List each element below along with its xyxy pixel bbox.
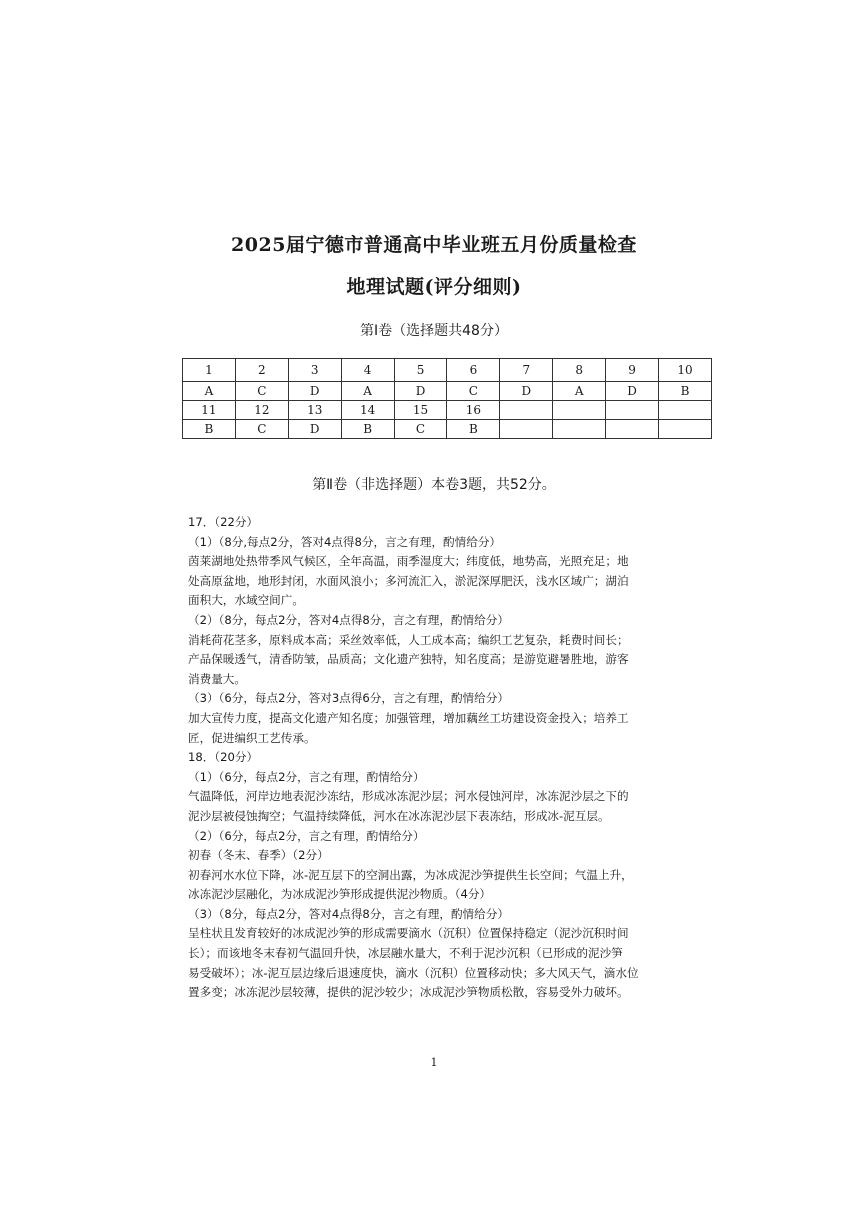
text-line: 消费量大。 (188, 671, 246, 686)
question-number: 6 (447, 359, 500, 382)
question-number: 8 (553, 359, 606, 382)
question-number: 7 (500, 359, 553, 382)
text-line: 初春（冬末、春季）（2分） (188, 848, 329, 863)
answer-cell: A (341, 382, 394, 401)
answer-cell: B (341, 420, 394, 439)
text-line: 易受破坏）；冰-泥互层边缘后退速度快，滴水（沉积）位置移动快；多大风天气，滴水位 (188, 965, 639, 980)
text-line: 长）；而该地冬末春初气温回升快，冰层融水量大，不利于泥沙沉积（已形成的泥沙笋 (188, 946, 623, 961)
answer-table-row (183, 359, 712, 382)
text-line: 加大宣传力度，提高文化遗产知名度；加强管理，增加藕丝工坊建设资金投入；培养工 (188, 710, 629, 725)
question-number: 13 (288, 401, 341, 420)
question-number: 5 (394, 359, 447, 382)
answer-cell: B (447, 420, 500, 439)
text-line: （2）（8分，每点2分，答对4点得8分，言之有理，酌情给分） (188, 612, 509, 627)
text-line: 17．（22分） (188, 515, 259, 529)
text-line: 处高原盆地，地形封闭，水面风浪小；多河流汇入，淤泥深厚肥沃，浅水区域广；湖泊 (188, 573, 629, 588)
answer-cell: C (447, 382, 500, 401)
question-number: 2 (235, 359, 288, 382)
text-line: 18．（20分） (188, 750, 259, 765)
text-line: 泥沙层被侵蚀掏空；气温持续降低，河水在冰冻泥沙层下表冻结，形成冰-泥互层。 (188, 808, 610, 823)
page-number: 1 (430, 1056, 438, 1069)
answer-cell: B (659, 382, 712, 401)
question-number (606, 401, 659, 420)
text-line: 产品保暖透气，清香防皱，品质高；文化遗产独特，知名度高；是游览避暑胜地，游客 (188, 652, 629, 667)
answer-cell: D (288, 382, 341, 401)
section2-heading: 第Ⅱ卷（非选择题）本卷3题，共52分。 (312, 477, 556, 493)
answer-cell: C (394, 420, 447, 439)
answer-cell: D (394, 382, 447, 401)
question-number: 15 (394, 401, 447, 420)
answer-cell: A (553, 382, 606, 401)
answer-cell (553, 420, 606, 439)
text-line: 置多变；冰冻泥沙层较薄，提供的泥沙较少；冰成泥沙笋物质松散，容易受外力破坏。 (188, 985, 629, 1000)
text-line: （3）（8分，每点2分，答对4点得8分，言之有理，酌情给分） (188, 906, 509, 921)
text-line: 冰冻泥沙层融化，为冰成泥沙笋形成提供泥沙物质。（4分） (188, 887, 492, 902)
question-number (553, 401, 606, 420)
answer-cell: D (500, 382, 553, 401)
answer-cell (659, 420, 712, 439)
answer-table (182, 358, 712, 439)
question-number (500, 401, 553, 420)
question-number (659, 401, 712, 420)
text-line: 呈柱状且发育较好的冰成泥沙笋的形成需要滴水（沉积）位置保持稳定（泥沙沉积时间 (188, 926, 629, 941)
answer-table-row (183, 401, 712, 420)
text-line: 匠，促进编织工艺传承。 (188, 730, 316, 745)
answer-cell: D (288, 420, 341, 439)
answer-body (188, 513, 708, 1003)
section1-heading: 第Ⅰ卷（选择题共48分） (360, 323, 508, 339)
answer-cell: A (183, 382, 236, 401)
text-line: 面积大，水域空间广。 (188, 593, 304, 608)
text-line: 气温降低，河岸边地表泥沙冻结，形成冰冻泥沙层；河水侵蚀河岸，冰冻泥沙层之下的 (188, 789, 629, 804)
text-line: （1）（6分，每点2分，言之有理，酌情给分） (188, 769, 425, 784)
answer-table-row (183, 420, 712, 439)
text-line: 茵莱湖地处热带季风气候区，全年高温，雨季湿度大；纬度低，地势高，光照充足；地 (188, 554, 629, 569)
text-line: 初春河水水位下降，冰-泥互层下的空洞出露，为冰成泥沙笋提供生长空间；气温上升， (188, 867, 633, 882)
question-number: 12 (235, 401, 288, 420)
answer-cell: B (183, 420, 236, 439)
question-number: 1 (183, 359, 236, 382)
text-line: （3）（6分，每点2分，答对3点得6分，言之有理，酌情给分） (188, 691, 509, 706)
text-line: （2）（6分，每点2分，言之有理，酌情给分） (188, 828, 425, 843)
document-subtitle: 地理试题(评分细则) (346, 276, 522, 298)
answer-table-row (183, 382, 712, 401)
question-number: 16 (447, 401, 500, 420)
question-number: 10 (659, 359, 712, 382)
text-line: （1）（8分,每点2分，答对4点得8分，言之有理，酌情给分） (188, 534, 502, 549)
answer-cell (500, 420, 553, 439)
question-number: 4 (341, 359, 394, 382)
answer-cell: C (235, 382, 288, 401)
answer-cell (606, 420, 659, 439)
question-number: 14 (341, 401, 394, 420)
document-title: 2025届宁德市普通高中毕业班五月份质量检查 (231, 234, 637, 256)
question-number: 11 (183, 401, 236, 420)
text-line: 消耗荷花茎多，原料成本高；采丝效率低，人工成本高；编织工艺复杂，耗费时间长； (188, 632, 629, 647)
answer-cell: C (235, 420, 288, 439)
question-number: 3 (288, 359, 341, 382)
question-number: 9 (606, 359, 659, 382)
answer-cell: D (606, 382, 659, 401)
